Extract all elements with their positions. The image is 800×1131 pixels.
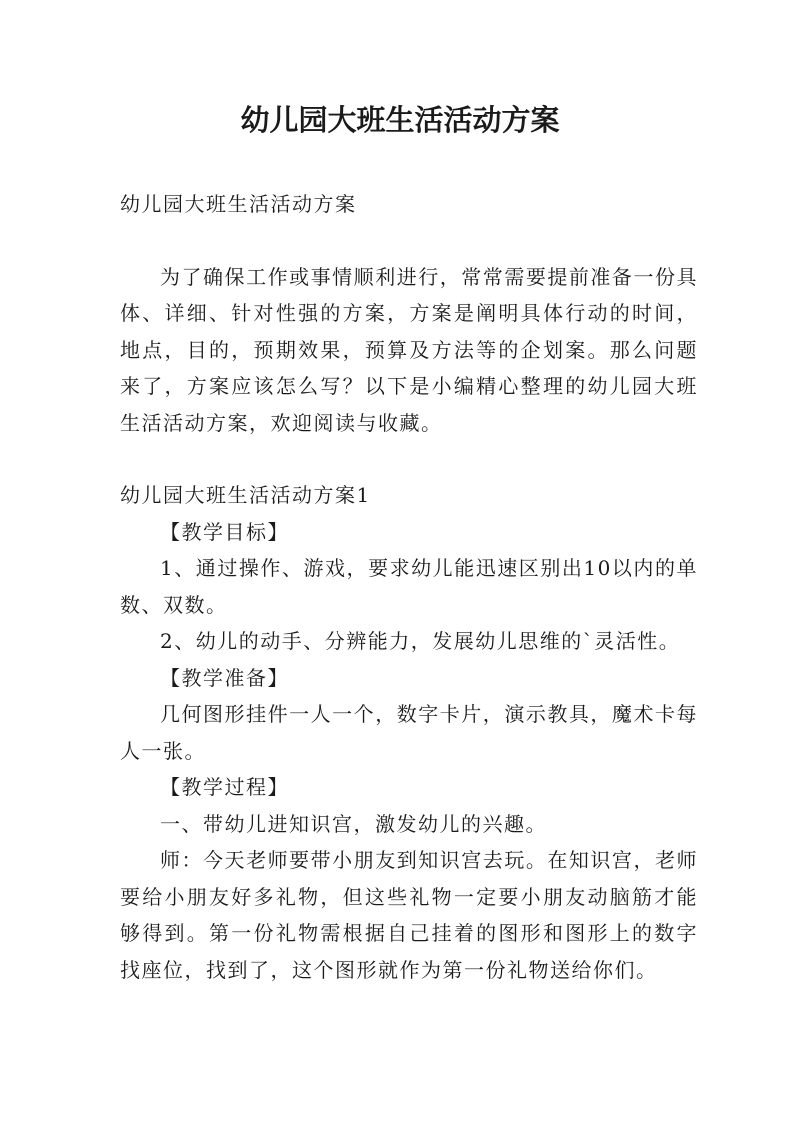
prep-text: 几何图形挂件一人一个，数字卡片，演示教具，魔术卡每人一张。 bbox=[120, 702, 698, 763]
goal-item-2: 2、幼儿的动手、分辨能力，发展幼儿思维的`灵活性。 bbox=[160, 629, 681, 653]
document-body bbox=[120, 186, 698, 988]
process-heading: 【教学过程】 bbox=[160, 775, 289, 799]
process-step-2: 师：今天老师要带小朋友到知识宫去玩。在知识宫，老师要给小朋友好多礼物，但这些礼物一定要小朋友动脑筋才能够得到。第一份礼物需根据自己挂着的图形和图形上的数字找座位，找到了，这个图形就作为第一份礼物送给你们。 bbox=[120, 848, 698, 982]
document-title: 幼儿园大班生活活动方案 bbox=[240, 103, 560, 137]
intro-paragraph: 为了确保工作或事情顺利进行，常常需要提前准备一份具体、详细、针对性强的方案，方案是阐明具体行动的时间，地点，目的，预期效果，预算及方法等的企划案。那么问题来了，方案应该怎么写？以下是小编精心整理的幼儿园大班生活活动方案，欢迎阅读与收藏。 bbox=[120, 264, 698, 435]
section-title: 幼儿园大班生活活动方案1 bbox=[120, 483, 371, 507]
prep-heading: 【教学准备】 bbox=[160, 665, 289, 690]
process-step-1: 一、带幼儿进知识宫，激发幼儿的兴趣。 bbox=[160, 811, 547, 836]
goal-item-1: 1、通过操作、游戏，要求幼儿能迅速区别出10以内的单数、双数。 bbox=[120, 556, 698, 617]
goal-heading: 【教学目标】 bbox=[160, 519, 289, 544]
document-subtitle: 幼儿园大班生活活动方案 bbox=[120, 192, 357, 216]
